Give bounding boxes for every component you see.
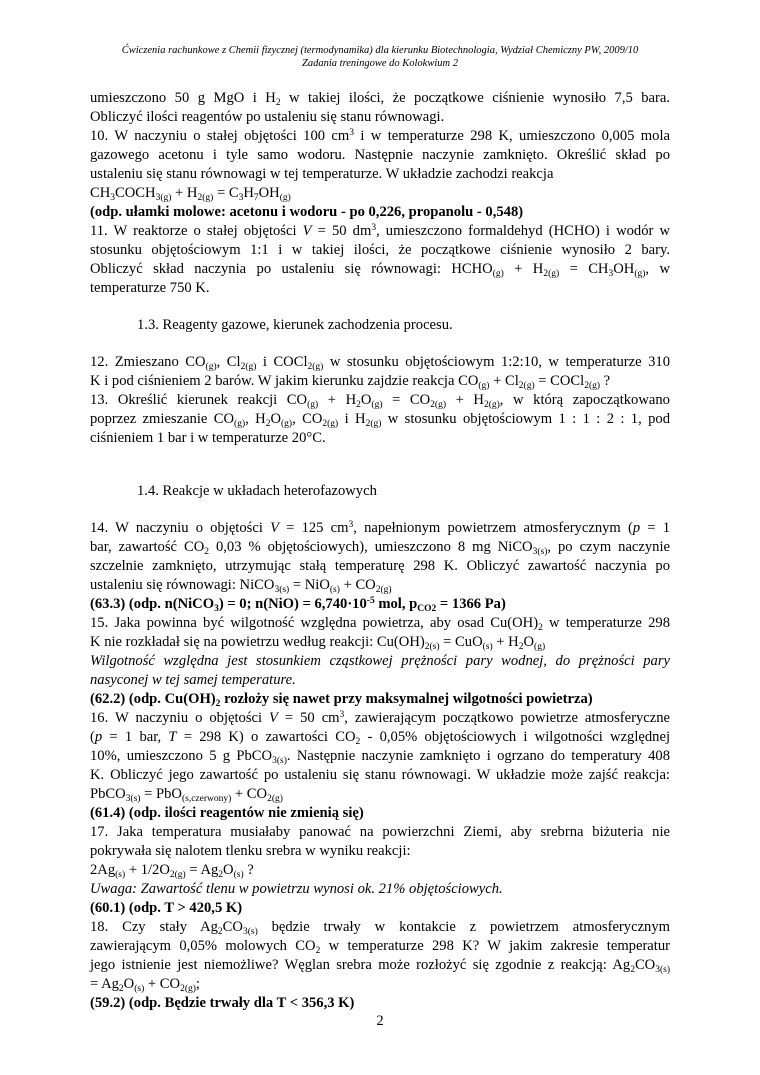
exercise-18: 18. Czy stały $Ag_2CO_{3(s)}$ będzie trwały w kontakcie z powietrzem atmosferycznym (90, 919, 670, 937)
note-line: nasyconej w tej samej temperature. (90, 672, 296, 688)
exercise-16: 16. W naczyniu o objętości V = 50 $cm^3$, zawierającym początkowo powietrze atmosferyczne (90, 710, 670, 726)
running-header-subtitle: Zadania treningowe do Kolokwium 2 (302, 58, 458, 69)
exercise-11: 11. W reaktorze o stałej objętości V = 50 $dm^3$, umieszczono formaldehyd (HCHO) i wodór w (90, 223, 671, 239)
text-line: 10%, umieszczono 5 g PbCO$_{3(s)}$. Następnie naczynie zamknięto i ogrzano do temperatury 408 (90, 748, 670, 766)
text-line: ciśnieniem 1 bar i w temperaturze 20°C. (90, 430, 326, 446)
text-line: poprzez zmieszanie $CO_{(g)}$, $H_2O_{(g)}$, $CO_{2(g)}$ i $H_{2(g)}$ w stosunku objętościowym 1 : 1 : 2 : 1, pod (90, 411, 671, 429)
reaction-equation: $CH_3COCH_{3(g)} + H_{2(g)} = C_3H_7OH_{(g)}$ (90, 185, 291, 203)
reaction-equation: PbCO$_{3(s)}$ = $PbO_{(s,czerwony)} + CO_{2(g)}$ (90, 786, 283, 804)
text-line: temperaturze 750 K. (90, 280, 210, 296)
text-line: stosunku objętościowym 1:1 i w takiej ilości, że początkowe ciśnienie wynosiło 2 bary. (90, 242, 670, 258)
text-line: jego istnienie jest niemożliwe? Węglan srebra może rozłożyć się zgodnie z reakcją: $Ag_2CO_{3(s)}$ (90, 957, 670, 975)
text-line: umieszczono 50 g MgO i $H_2$ w takiej ilości, że początkowe ciśnienie wynosiło 7,5 bara. (90, 90, 670, 108)
text-line: K. Obliczyć jego zawartość po ustaleniu się stanu równowagi. W układzie może zajść reakcja: (90, 767, 670, 783)
text-line: pokrywała się nalotem tlenku srebra w wyniku reakcji: (90, 843, 411, 859)
reaction-equation: $2Ag_{(s)} + 1/2O_{2(g)} = Ag_2O_{(s)}$ ? (90, 862, 254, 880)
note-line: Uwaga: Zawartość tlenu w powietrzu wynosi ok. 21% objętościowych. (90, 881, 503, 897)
text-line: Obliczyć skład naczynia po ustaleniu się równowagi: $HCHO_{(g)} + H_{2(g)} = CH_3OH_{(g)}$, w (90, 261, 670, 279)
answer-17: (60.1) (odp. T > 420,5 K) (90, 900, 243, 916)
text-line: zawierającym 0,05% molowych $CO_2$ w temperaturze 298 K? W jakim zakresie temperatur (90, 938, 670, 956)
exercise-10: 10. W naczyniu o stałej objętości 100 $cm^3$ i w temperaturze 298 K, umieszczono 0,005 mola (90, 128, 670, 144)
exercise-15: 15. Jaka powinna być wilgotność względna powietrza, aby osad $Cu(OH)_2$ w temperaturze 298 (90, 615, 670, 633)
section-heading-1-3: 1.3. Reagenty gazowe, kierunek zachodzenia procesu. (137, 317, 453, 333)
exercise-14: 14. W naczyniu o objętości V = 125 $cm^3$, napełnionym powietrzem atmosferycznym (p = 1 (90, 520, 670, 536)
answer-16: (61.4) (odp. ilości reagentów nie zmienią się) (90, 805, 364, 821)
exercise-13: 13. Określić kierunek reakcji $CO_{(g)} + H_2O_{(g)} = CO_{2(g)} + H_{2(g)}$, w którą zapoczątkowano (90, 392, 670, 410)
answer-18: (59.2) (odp. Będzie trwały dla T < 356,3 K) (90, 995, 355, 1011)
page-number: 2 (376, 1013, 384, 1029)
text-line: ustaleniu się równowagi: NiCO$_{3(s)}$ = $NiO_{(s)} + CO_{2(g)}$ (90, 577, 392, 595)
document-body (90, 89, 670, 1013)
answer-14: (63.3) (odp. n(NiCO$_3$) = 0; $n(NiO) = 6,740\cdot 10^{-5}$ mol, $p_{CO2} = 1366$ Pa) (90, 596, 506, 614)
text-line: szczelnie zamknięto, utrzymując stałą temperaturę 298 K. Obliczyć zawartość naczynia po (90, 558, 670, 574)
text-line: gazowego acetonu i tyle samo wodoru. Następnie naczynie zamknięto. Określić skład po (90, 147, 670, 163)
running-header-course: Ćwiczenia rachunkowe z Chemii fizycznej (termodynamika) dla kierunku Biotechnologia, Wydział Chemiczny PW, 2009/10 (121, 45, 639, 56)
answer-10: (odp. ułamki molowe: acetonu i wodoru - po 0,226, propanolu - 0,548) (90, 204, 524, 220)
exercise-12: 12. Zmieszano $CO_{(g)}$, $Cl_{2(g)}$ i COCl$_{2(g)}$ w stosunku objętościowym 1:2:10, w temperaturze 310 (90, 354, 670, 372)
text-line: (p = 1 bar, T = 298 K) o zawartości $CO_2 - 0,05\%$ objętościowych i wilgotności względnej (90, 729, 670, 747)
reaction-equation: = $Ag_2O_{(s)} + CO_{2(g)}$; (90, 976, 200, 994)
text-line: K i pod ciśnieniem 2 barów. W jakim kierunku zajdzie reakcja $CO_{(g)} + Cl_{2(g)}$ = COCl$_{2(g)}$ ? (90, 373, 611, 391)
note-line: Wilgotność względna jest stosunkiem cząstkowej prężności pary wodnej, do prężności pary (90, 653, 670, 669)
exercise-17: 17. Jaka temperatura musiałaby panować na powierzchni Ziemi, aby srebrna biżuteria nie (90, 824, 670, 840)
text-line: K nie rozkładał się na powietrzu według reakcji: $Cu(OH)_{2(s)} = CuO_{(s)} + H_2O_{(g)}$ (90, 634, 546, 652)
answer-15: (62.2) (odp. $Cu(OH)_2$ rozłoży się nawet przy maksymalnej wilgotności powietrza) (90, 691, 593, 709)
text-line: bar, zawartość $CO_2$ 0,03 % objętościowych), umieszczono 8 mg NiCO$_{3(s)}$, po czym naczynie (90, 539, 671, 557)
text-line: Obliczyć ilości reagentów po ustaleniu się stanu równowagi. (90, 109, 445, 125)
text-line: ustaleniu się stanu równowagi w tej temperaturze. W układzie zachodzi reakcja (90, 166, 554, 182)
section-heading-1-4: 1.4. Reakcje w układach heterofazowych (137, 483, 377, 499)
